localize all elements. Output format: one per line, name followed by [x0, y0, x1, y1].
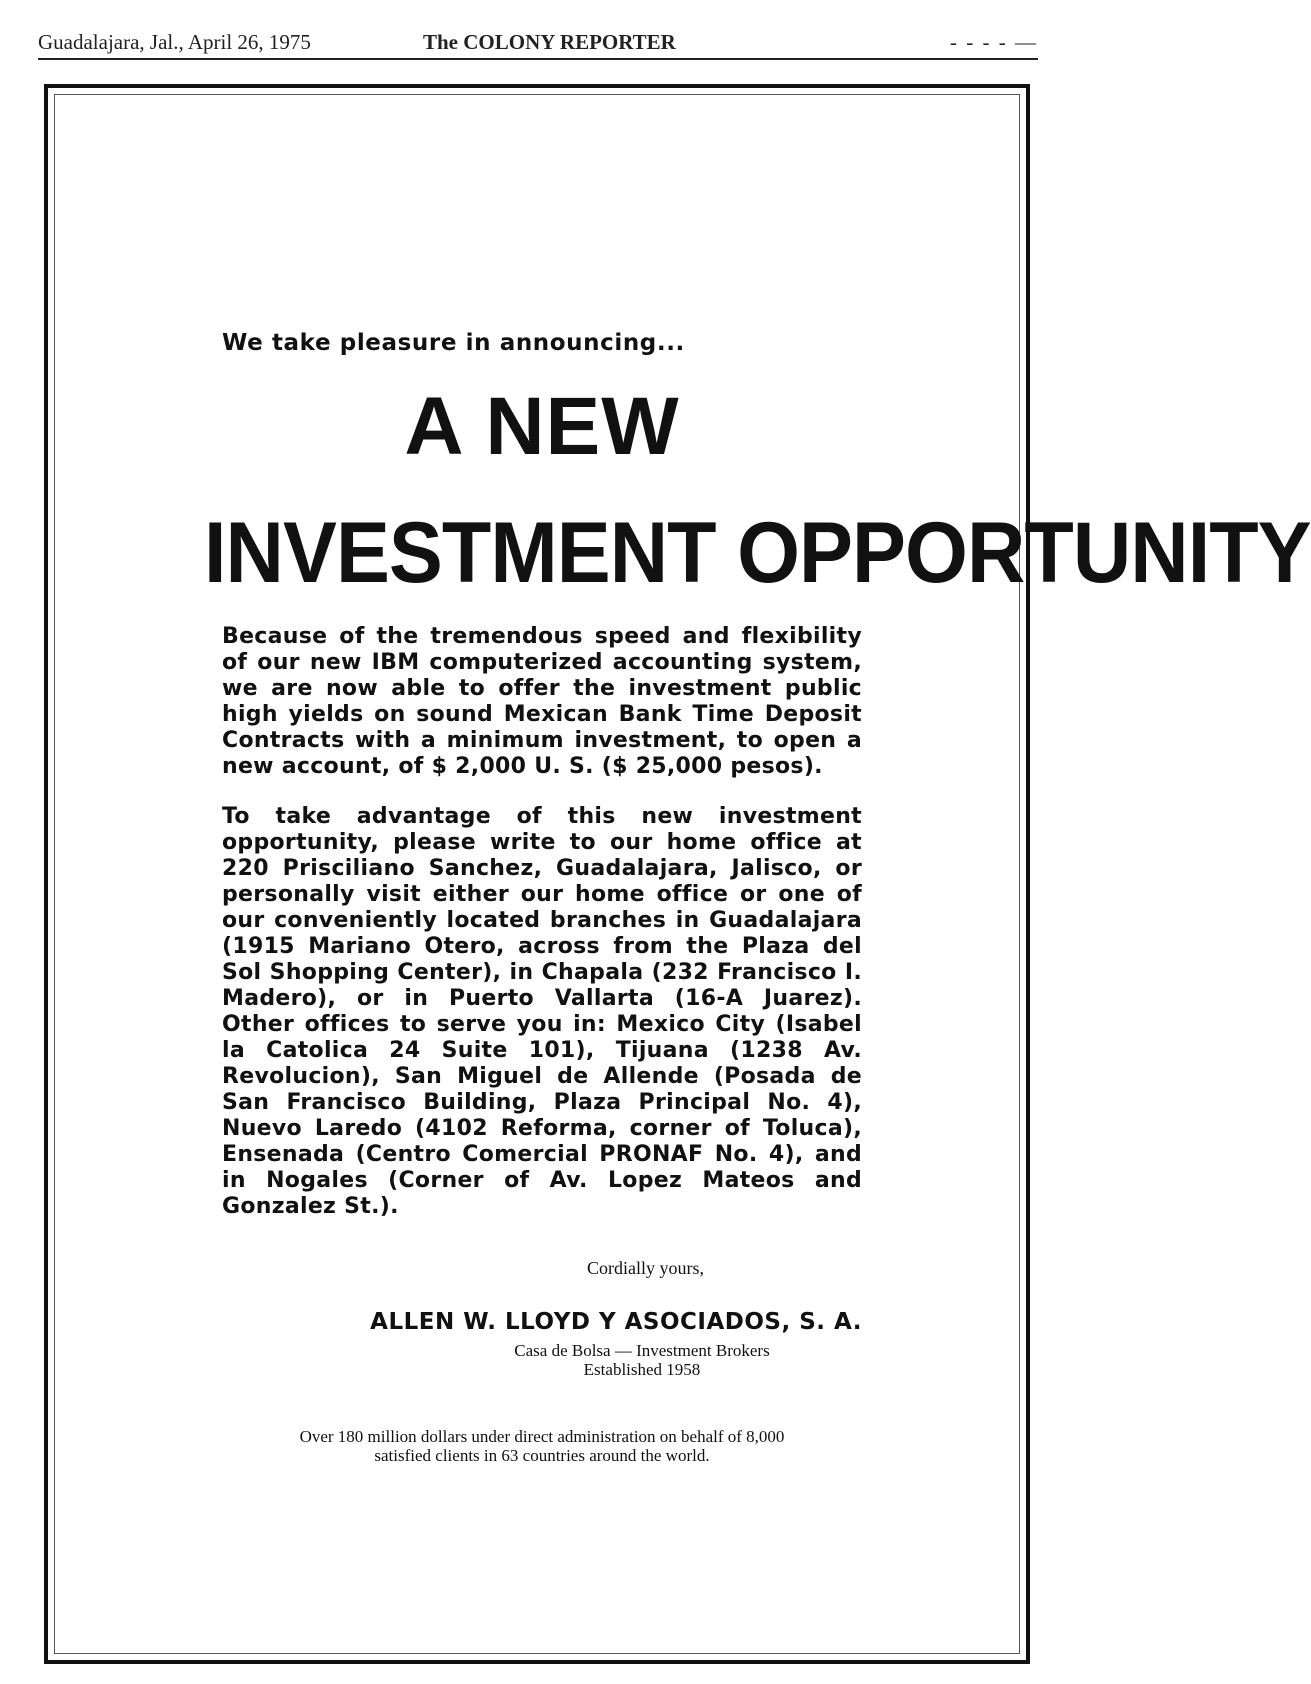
intro-line: We take pleasure in announcing... [222, 330, 685, 356]
advertisement-content [204, 330, 1311, 1465]
company-tagline-line1: Casa de Bolsa — Investment Brokers [514, 1341, 770, 1360]
footer-note-line2: satisfied clients in 63 countries around the world. [374, 1446, 710, 1465]
page-marker: - - - - — [950, 30, 1038, 54]
company-name: ALLEN W. LLOYD Y ASOCIADOS, S. A. [370, 1309, 862, 1335]
dateline: Guadalajara, Jal., April 26, 1975 [38, 30, 311, 54]
company-tagline [422, 1341, 862, 1379]
footer-note [222, 1427, 862, 1465]
header-rule [38, 58, 1038, 60]
headline-investment-opportunity: INVESTMENT OPPORTUNITY [204, 505, 1311, 601]
footer-note-line1: Over 180 million dollars under direct administration on behalf of 8,000 [299, 1427, 785, 1446]
running-header [38, 30, 1038, 58]
closing-block [222, 1258, 862, 1335]
body-paragraph-locations: To take advantage of this new investment opportunity, please write to our home office at 220 Prisciliano Sanchez, Guadalajara, Jalisco, or personally visit either our home office or one of our conveniently located branches in Guadalajara (1915 Mariano Otero, across from the Plaza del Sol Shopping Center), in Chapala (232 Francisco I. Madero), or in Puerto Vallarta (16-A Juarez). Other offices to serve you in: Mexico City (Isabel la Catolica 24 Suite 101), Tijuana (1238 Av. Revolucion), San Miguel de Allende (Posada de San Francisco Building, Plaza Principal No. 4), Nuevo Laredo (4102 Reforma, corner of Toluca), Ensenada (Centro Comercial PRONAF No. 4), and in Nogales (Corner of Av. Lopez Mateos and Gonzalez St.). [222, 804, 862, 1219]
headline-a-new: A NEW [404, 381, 680, 472]
masthead: The COLONY REPORTER [423, 30, 676, 54]
body-paragraph-offer: Because of the tremendous speed and flexibility of our new IBM computerized accounting system, we are now able to offer the investment public high yields on sound Mexican Bank Time Deposit Contracts with a minimum investment, to open a new account, of $ 2,000 U. S. ($ 25,000 pesos). [222, 624, 862, 779]
company-tagline-line2: Established 1958 [583, 1360, 701, 1379]
closing-salutation: Cordially yours, [587, 1258, 704, 1278]
